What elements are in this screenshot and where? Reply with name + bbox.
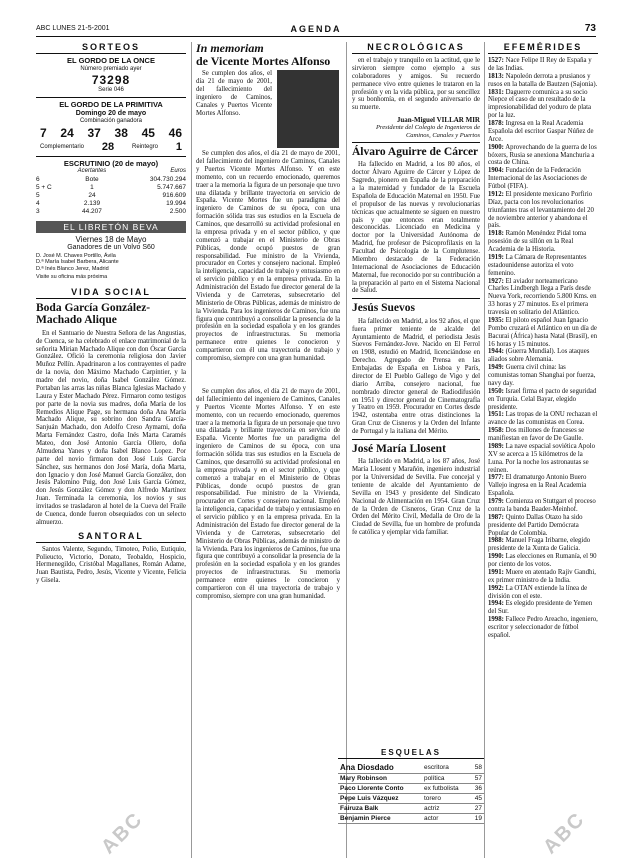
libreton-winner: D.ª María Isabel Barbera, Alicante: [36, 259, 119, 266]
table-row: Fairuza Balk actriz 27: [340, 805, 482, 812]
page-header: [36, 24, 596, 37]
table-row: Benjamin Pierce actor 19: [340, 815, 482, 822]
primitiva-numbers: [36, 125, 186, 141]
sorteos-title: SORTEOS: [36, 42, 186, 54]
efemeride-item: 1992: La OTAN extiende la línea de división con el este.: [488, 584, 588, 600]
col-header: Acertantes: [77, 168, 107, 175]
memoriam-text: Se cumplen dos años, el día 21 de mayo de 2001, del fallecimiento del ingeniero de Caminos, Canales y Puertos Vicente Mortes Alfonso. Y en este momento, con un recuerdo emocionado, queremos traer a la memoria la figura de un personaje que tuvo una dilatada y brillante trayectoria en servicio de España. Vicente Mortes fue un paradigma del ingeniero de Caminos de su época, con una formación sólida tras sus estudios en la Escuela de Caminos, que desarrolló su actividad profesional en la empresa privada y en el sector público, y que comenzó a trabajar en el Ministerio de Obras Públicas, donde ocupó puestos de gran responsabilidad. Fue ministro de la Vivienda, procurador en Cortes y consejero nacional. Empleó la inteligencia, capacidad de trabajo y entusiasmo en el servicio público y en la empresa privada. En la Administración del Estado fue director general de la Vivienda y de Carreteras, subsecretario del Ministerio de Obras Públicas, además de ministro de la Vivienda. Para los ingenieros de Caminos, fue una figura que contribuyó a consolidar la presencia de la profesión en la sociedad española y en los grandes proyectos de infraestructuras. Su memoria permanece entre quienes le conocieron y compartieron con él una trayectoria de trabajo y compromiso, siempre con una gran humanidad.: [196, 150, 340, 362]
efemeride-item: 1919: La Cámara de Representantes estadounidense autoriza el voto femenino.: [488, 253, 587, 277]
efemeride-item: 1990: Las elecciones en Rumanía, el 90 por ciento de los votos.: [488, 553, 597, 568]
table-row: 6 Bote 304.730.294: [36, 175, 186, 183]
complementario-value: 28: [101, 140, 115, 153]
table-row: 4 2.139 19.994: [36, 200, 186, 208]
efemeride-item: 1935: El piloto español Juan Ignacio Pombo cruzará el Atlántico en un día de Bacurai (África) hasta Natal (Brasil), en 16 horas y 15 minutos.: [488, 316, 598, 348]
efemeride-item: 1944: (Guerra Mundial). Los ataques aliados sobre Alemania.: [488, 348, 590, 364]
efemeride-item: 1831: Daguerre comunica a su socio Niepce el caso de un resultado de la impresionabilidad del yoduro de plata por la luz.: [488, 88, 592, 120]
necrologicas-column: [352, 42, 480, 858]
table-row: Pepe Luis Vázquez torero 45: [340, 795, 482, 802]
efemerides-column: [488, 42, 598, 858]
efemeride-item: 1912: El presidente mexicano Porfirio Díaz, pacta con los revolucionarios triunfantes tras el levantamiento del 20 de noviembre anterior y abandona el país.: [488, 190, 594, 230]
escrutinio-title: ESCRUTINIO (20 de mayo): [63, 158, 159, 168]
santoral-title: SANTORAL: [36, 531, 186, 543]
efemeride-item: 1813: Napoleón derrota a prusianos y rusos en la batalla de Bautzen (Sajonia).: [488, 72, 598, 88]
efemeride-item: 1991: Muere en atentado Rajiv Gandhi, ex primer ministro de la India.: [488, 568, 596, 584]
primitiva-number: 37: [87, 125, 101, 140]
once-serie: Serie 046: [98, 86, 124, 93]
efemeride-item: 1994: Es elegido presidente de Yemen del Sur.: [488, 600, 593, 616]
obit-name: Jesús Suevos: [352, 302, 415, 315]
once-subtitle: Número premiado ayer: [80, 65, 142, 72]
vida-social-text: En el Santuario de Nuestra Señora de las Angustias, de Cuenca, se ha celebrado el enlace matrimonial de la señorita Mirian Machado Alique con don Óscar García González. Ofició la ceremonia religiosa don Javier Muñoz Pellín. Apadrinaron a los contrayentes el padre de la novia, don Máximo Machado Carpintier, y la madre del novio, doña Isabel González Gómez. Portaban las arras las niñas Blanca Iglesias Machado y Laura y Ester Machado Pérez. Firmaron como testigos por parte de la novia sus madres, doña María de los Remedios Alique Page, su hermana doña Ana María Machado Alique, su sobrino don Sandra García-Sanjuán Machado, don Adolfo Creso Aymami, doña Marta Fernández Castro, doña Inés Marta Caramés Mateo, don José Antonio García Ollero, doña Almudena Yanes y doña Isabel Blanco Lopez. Por parte del novio firmaron don José Luis García Sánchez, sus hermanos don José María, doña Marta, don Ignacio y don José Manuel García González, don Jesús Palomino Puig, don José Luis García Gómez, don Jesús González Gómez y don Alfredo Martínez Juan. Terminada la ceremonia, los novios y sus invitados se trasladaron al hotel de la Cueva del Fraile de Cuenca, donde fueron obsequiados con un selecto almuerzo.: [36, 329, 186, 526]
efemeride-item: 1988: Manuel Fraga Iribarne, elegido presidente de la Xunta de Galicia.: [488, 537, 591, 553]
vida-social-title: VIDA SOCIAL: [36, 287, 186, 299]
libreton-note: Visite su oficina más próxima: [36, 274, 108, 281]
esquelas-title: ESQUELAS: [338, 748, 484, 759]
abc-watermark: ABC: [539, 807, 590, 859]
section-title: AGENDA: [290, 24, 342, 34]
necrologicas-title: NECROLÓGICAS: [352, 42, 480, 54]
column-rule: [484, 42, 485, 858]
libreton-subtitle: Ganadores de un Volvo S60: [67, 243, 155, 251]
complementario-label: Complementario: [40, 143, 85, 150]
obit-name: Álvaro Aguirre de Cárcer: [352, 146, 479, 159]
efemeride-item: 1989: La nave espacial soviética Apolo XV se acerca a 15 kilómetros de la Luna. Por la noche los astronautas se reúnen.: [488, 442, 596, 474]
table-row: 5 24 916.609: [36, 192, 186, 200]
primitiva-subtitle: Combinación ganadora: [79, 117, 143, 124]
efemeride-item: 1904: Fundación de la Federación Internacional de las Asociaciones de Fútbol (FIFA).: [488, 167, 587, 190]
efemerides-title: EFEMÉRIDES: [488, 42, 598, 54]
obit-text: Ha fallecido en Madrid, a los 87 años, José María Llosent y Marañón, ingeniero industrial por la Universidad de Sevilla. Fue concejal y teniente de alcalde del Ayuntamiento de Sevilla en 1943 y presidente del Sindicato Nacional de Alimentación en 1954. Gran Cruz de la Orden de Cisneros, Gran Cruz de la Orden del Mérito Civil, Medalla de Oro de la Ciudad de Sevilla, fue un hombre de profunda fe católica y ejemplar vida familiar.: [352, 458, 480, 537]
escrutinio-table: [36, 168, 186, 216]
libreton-winner: D. José M. Chaves Portillo, Ávila: [36, 252, 116, 259]
primitiva-title: EL GORDO DE LA PRIMITIVA: [59, 100, 163, 109]
primitiva-number: 38: [114, 125, 128, 140]
table-row: Mary Robinson política 57: [340, 775, 482, 782]
left-column: [36, 42, 186, 858]
santoral-text: Santos Valente, Segundo, Timoteo, Polio, Eutiquio, Polieucto, Victorio, Donato, Teobaldo, Hospicio, Hermenegildo, Cristóbal Magallanes, Román Adame, Juan Bautista, Pedro, Jesús, Vicente y Vicente, Felicia y Gisela.: [36, 545, 186, 585]
efemeride-item: 1977: El dramaturgo Antonio Buero Vallejo ingresa en la Real Academia Española.: [488, 474, 587, 498]
obit-text: Ha fallecido en Madrid, a los 92 años, el que fuera primer teniente de alcalde del Ayuntamiento de Madrid, el periodista Jesús Suevos Fernández-Jove. Nacido en El Ferrol en 1908, estudió en Madrid, licenciándose en Derecho. Agregado de Prensa en las Embajadas de España en Lisboa y París, director de El Pueblo Gallego de Vigo y del diario Arriba, consejero nacional, fue nombrado director general de Radiodifusión en 1951 y director general de Cinematografía y Teatro en 1959. Procurador en Cortes desde 1942, ostentaba entre otras distinciones la Gran Cruz de Cisneros y la Orden del Infante de Portugal y la italiana del Mérito.: [352, 317, 480, 435]
column-rule: [346, 42, 347, 858]
header-date: ABC LUNES 21-5-2001: [36, 25, 110, 32]
efemeride-item: 1987: Quinto Dallas Otazo ha sido presidente del Partido Demócrata Popular de Colombia.: [488, 513, 583, 537]
table-row: Ana Diosdado escritora 58: [340, 763, 482, 772]
portrait-photo: [277, 70, 339, 148]
primitiva-number: 45: [141, 125, 155, 140]
efemeride-item: 1998: Fallece Pedro Areacho, ingeniero, escritor y seleccionador de fútbol español.: [488, 616, 598, 639]
memoriam-continuation: Se cumplen dos años, el día 21 de mayo de 2001, del fallecimiento del ingeniero de Caminos, Canales y Puertos Vicente Mortes Alfonso. Y en este momento, con un recuerdo emocionado, queremos traer a la memoria la figura de un personaje que tuvo una dilatada y brillante trayectoria en servicio de España. Vicente Mortes fue un paradigma del ingeniero de Caminos de su época, con una formación sólida tras sus estudios en la Escuela de Caminos, que desarrolló su actividad profesional en la empresa privada y en el sector público, y que comenzó a trabajar en el Ministerio de Obras Públicas, donde ocupó puestos de gran responsabilidad. Fue ministro de la Vivienda, procurador en Cortes y consejero nacional. Empleó la inteligencia, capacidad de trabajo y entusiasmo en el servicio público y en la empresa privada. En la Administración del Estado fue director general de la Vivienda y de Carreteras, subsecretario del Ministerio de Obras Públicas, además de ministro de la Vivienda. Para los ingenieros de Caminos, fue una figura que contribuyó a consolidar la presencia de la profesión en la sociedad española y en los grandes proyectos de infraestructuras. Su memoria permanece entre quienes le conocieron y compartieron con él una trayectoria de trabajo y compromiso, siempre con una gran humanidad.: [196, 388, 340, 600]
reintegro-label: Reintegro: [132, 143, 159, 150]
efemeride-item: 1958: Dos millones de franceses se manifiestan en favor de De Gaulle.: [488, 427, 585, 442]
page-number: 73: [584, 23, 596, 34]
abc-watermark: ABC: [97, 807, 148, 859]
memoriam-text-intro: Se cumplen dos años, el día 21 de mayo de 2001, del fallecimiento del ingeniero de Caminos, Canales y Puertos Vicente Mortes Alfonso.: [196, 70, 272, 117]
efemeride-item: 1527: Nace Felipe II Rey de España y de las Indias.: [488, 57, 592, 72]
memoriam-name: de Vicente Mortes Alfonso: [196, 53, 331, 68]
primitiva-number: 24: [60, 125, 74, 140]
primitiva-extra: [36, 141, 186, 153]
libreton-date: Viernes 18 de Mayo: [75, 234, 147, 244]
efemeride-item: 1950: Israel firma el pacto de seguridad en Turquía. Celal Bayar, elegido presidente.: [488, 387, 597, 411]
primitiva-date: Domingo 20 de mayo: [75, 109, 147, 117]
efemeride-item: 1927: El aviador norteamericano Charles Lindbergh llega a París desde Nueva York, recorriendo 5.800 Kms. en 33 horas y 27 minutos. Es el primera travesía en solitario del Atlántico.: [488, 277, 597, 316]
efemeride-item: 1900: Aprovechando de la guerra de los bóxers, Rusia se anexiona Manchuria a costa de China.: [488, 143, 597, 167]
efemeride-item: 1951: Las tropas de la ONU rechazan el avance de las comunistas en Corea.: [488, 411, 598, 427]
col-header: Euros: [170, 168, 186, 175]
efemeride-item: 1949: Guerra civil china: las comunistas toman Shanghai por fuerza, navy day.: [488, 364, 596, 387]
memoriam-kicker: In memoriam: [196, 42, 264, 55]
once-number: 73298: [91, 72, 131, 87]
signer-name: Juan-Miguel VILLAR MIR: [396, 116, 480, 125]
efemeride-item: 1979: Comienza en Stuttgart el proceso contra la banda Baader-Meinhof.: [488, 498, 596, 513]
efemerides-list: [488, 57, 598, 640]
table-row: Paco Llorente Conto ex futbolista 36: [340, 785, 482, 792]
primitiva-number: 7: [40, 125, 47, 140]
obit-text: Ha fallecido en Madrid, a los 80 años, el doctor Álvaro Aguirre de Cárcer y López de Sagredo, pionero en España de la preparación a la maternidad y fundador de la Escuela Española de Educación Maternal en 1950. Fue el propulsor de las nuevas y revolucionarias técnicas que actualmente se siguen en nuestro país y que entonces eran totalmente desconocidas. Licenciado en Medicina y doctor por la Universidad Autónoma de Madrid, fue profesor de Psicoprofilaxis en la Facultad de Psicología de la Complutense. Miembro destacado de la Federación Internacional de Asociaciones de Educación Maternal, fue reconocido por su contribución a la preparación al parto en el Sistema Nacional de Salud.: [352, 161, 480, 295]
once-title: EL GORDO DE LA ONCE: [67, 56, 155, 65]
column-rule: [191, 42, 192, 858]
efemeride-item: 1878: Ingresa en la Real Academia Española del escritor Gaspar Núñez de Arce.: [488, 120, 594, 143]
signer-role: Presidente del Colegio de Ingenieros de Caminos, Canales y Puertos: [375, 124, 480, 139]
libreton-banner: EL LIBRETÓN BEVA: [36, 221, 186, 233]
table-row: 3 44.207 2.500: [36, 208, 186, 216]
obit-name: José María Llosent: [352, 442, 446, 455]
memoriam-column: [196, 42, 340, 382]
libreton-winner: D.ª Inés Blanco Jerez, Madrid: [36, 265, 109, 272]
primitiva-number: 46: [168, 125, 182, 140]
table-row: 5 + C 1 5.747.667: [36, 184, 186, 192]
reintegro-value: 1: [175, 140, 182, 153]
vida-social-headline: Boda García González-Machado Alique: [36, 301, 151, 327]
memoriam-tail: en el trabajo y tranquilo en la actitud, que le sirvieron siempre como ejemplo a sus colaboradores y amigos. Su recuerdo permanece vivo entre quienes le trataron en la profesión y en la vida pública, por su sencillez y su bonhomía, en el segundo aniversario de su muerte.: [352, 57, 480, 112]
efemeride-item: 1918: Ramón Menéndez Pidal toma posesión de su sillón en la Real Academia de la Historia.: [488, 230, 587, 253]
